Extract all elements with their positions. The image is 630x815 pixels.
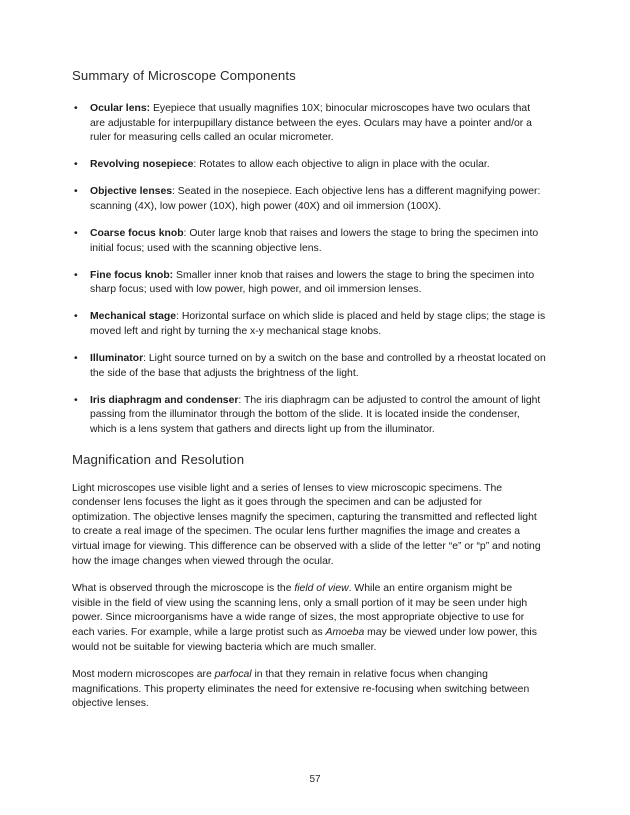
list-item [72,352,546,381]
paragraph-field-of-view [72,582,542,655]
list-item [72,310,546,339]
list-item [72,227,546,256]
paragraph-light-microscopes [72,482,542,570]
italic-amoeba: Amoeba [325,626,365,638]
list-item-term: Illuminator [90,353,144,365]
list-item-text: : Seated in the nosepiece. Each objective lens has a different magnifying power: scanning (4X), low power (10X), high power (40X) and oil immersion (100X). [90,186,541,212]
page-title: Summary of Microscope Components [72,68,296,83]
list-item-term: Mechanical stage [90,311,177,323]
list-item-term: Iris diaphragm and condenser [90,394,239,406]
bullet-icon: • [74,159,78,171]
paragraph-text-part: use for each varies. For example, while a large protist such as [72,612,525,638]
list-item [72,269,546,298]
italic-field-of-view: field of view [294,583,349,595]
page-number: 57 [309,774,321,785]
paragraph-parfocal [72,668,542,712]
paragraph-text-part: . While an entire organism might be visible in the field of view using the scanning lens, only a small portion of it may be seen under high power. Since microorganisms have a wide range of sizes, the most appropriate objective to [72,583,528,624]
paragraph-text-part: What is observed through the microscope is the [72,583,295,595]
microscope-components-list [72,102,546,438]
bullet-icon: • [74,269,78,281]
list-item [72,185,546,214]
paragraph-text-part: in that they remain in relative focus when changing magnifications. This property eliminates the need for extensive re-focusing when switching between objective lenses. [72,669,530,710]
bullet-icon: • [74,228,78,240]
section-heading-magnification: Magnification and Resolution [72,451,245,467]
spacer [72,84,546,102]
spacer [72,438,546,452]
paragraph-text-part: may be viewed under low power, this would not be suitable for viewing bacteria which are much smaller. [72,626,537,653]
list-item-term: Objective lenses [90,186,173,198]
bullet-icon: • [74,103,78,114]
list-item-term: Ocular lens: [90,103,151,114]
list-item-text: Eyepiece that usually magnifies 10X; binocular microscopes have two oculars that are adjustable for interpupillary distance between the eyes. Oculars may have a pointer and/or a ruler for measuring cells called an ocular micrometer. [90,103,532,144]
list-item [72,394,546,438]
bullet-icon: • [74,394,78,406]
list-item-text: : Horizontal surface on which slide is placed and held by stage clips; the stage is moved left and right by turning the x-y mechanical stage knobs. [90,311,546,338]
list-item-term: Fine focus knob: [90,269,174,281]
list-item-term: Revolving nosepiece [90,159,194,171]
list-item-text: : The iris diaphragm can be adjusted to control the amount of light passing from the illuminator through the bottom of the slide. It is located inside the condenser, which is a lens system that gathers and directs light up from the illuminator. [90,394,541,435]
bullet-icon: • [74,311,78,323]
italic-parfocal: parfocal [214,669,252,681]
list-item-text: : Outer large knob that raises and lowers the stage to bring the specimen into initial focus; used with the scanning objective lens. [90,228,539,254]
list-item-term: Coarse focus knob [90,228,184,240]
list-item [72,158,546,173]
paragraph-text: Light microscopes use visible light and a series of lenses to view microscopic specimens. The condenser lens focuses the light as it goes through the specimen and can be adjusted for optimization. The objective lenses magnify the specimen, capturing the transmitted and reflected light to create a real image of the specimen. The ocular lens further magnifies the image and creates a virtual image for viewing. This difference can be observed with a slide of the letter “e” or “p” and noting how the image changes when viewed through the ocular. [72,482,541,567]
body-text-block [72,482,542,712]
bullet-icon: • [74,353,78,365]
spacer [72,468,546,482]
page-content [72,68,546,712]
list-item-text: : Light source turned on by a switch on the base and controlled by a rheostat located on the side of the base that adjusts the brightness of the light. [90,353,546,379]
list-item-text: Smaller inner knob that raises and lowers the stage to bring the specimen into sharp focus; used with low power, high power, and oil immersion lenses. [90,269,535,296]
list-item-text: : Rotates to allow each objective to align in place with the ocular. [193,159,490,171]
bullet-icon: • [74,186,78,198]
list-item [72,102,546,146]
paragraph-text-part: Most modern microscopes are [72,669,215,681]
